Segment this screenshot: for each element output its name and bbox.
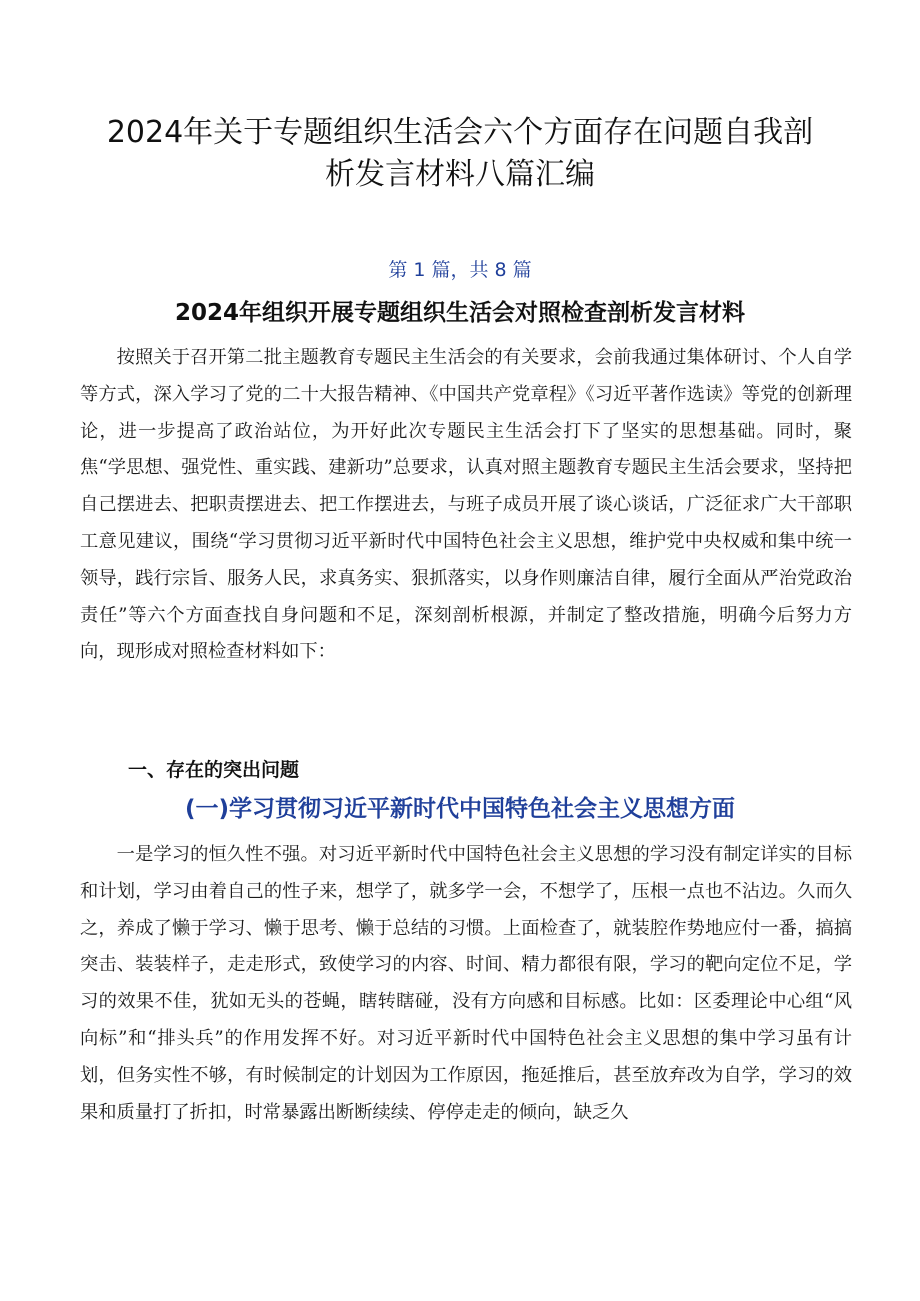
body-paragraph: 一是学习的恒久性不强。对习近平新时代中国特色社会主义思想的学习没有制定详实的目标和计划，学习由着自己的性子来，想学了，就多学一会，不想学了，压根一点也不沾边。久而久之，养成了懒于学习、懒于思考、懒于总结的习惯。上面检查了，就装腔作势地应付一番，搞搞突击、装装样子，走走形式，致使学习的内容、时间、精力都很有限，学习的靶向定位不足，学习的效果不佳，犹如无头的苍蝇，瞎转瞎碰，没有方向感和目标感。比如：区委理论中心组“风向标”和“排头兵”的作用发挥不好。对习近平新时代中国特色社会主义思想的集中学习虽有计划，但务实性不够，有时候制定的计划因为工作原因，拖延推后，甚至放弃改为自学，学习的效果和质量打了折扣，时常暴露出断断续续、停停走走的倾向，缺乏久 [80,844,852,1123]
part-indicator: 第 1 篇，共 8 篇 [388,259,532,281]
section-heading: 一、存在的突出问题 [128,759,300,781]
article-title: 2024年组织开展专题组织生活会对照检查剖析发言材料 [174,300,745,326]
subsection-heading: (一)学习贯彻习近平新时代中国特色社会主义思想方面 [184,796,736,822]
intro-paragraph: 按照关于召开第二批主题教育专题民主生活会的有关要求，会前我通过集体研讨、个人自学等方式，深入学习了党的二十大报告精神、《中国共产党章程》《习近平著作选读》等党的创新理论，进一步提高了政治站位，为开好此次专题民主生活会打下了坚实的思想基础。同时，聚焦“学思想、强党性、重实践、建新功”总要求，认真对照主题教育专题民主生活会要求，坚持把自己摆进去、把职责摆进去、把工作摆进去，与班子成员开展了谈心谈话，广泛征求广大干部职工意见建议，围绕“学习贯彻习近平新时代中国特色社会主义思想，维护党中央权威和集中统一领导，践行宗旨、服务人民，求真务实、狠抓落实，以身作则廉洁自律，履行全面从严治党政治责任”等六个方面查找自身问题和不足，深刻剖析根源，并制定了整改措施，明确今后努力方向，现形成对照检查材料如下： [80,347,852,663]
document-title: 2024年关于专题组织生活会六个方面存在问题自我剖析发言材料八篇汇编 [106,115,814,192]
